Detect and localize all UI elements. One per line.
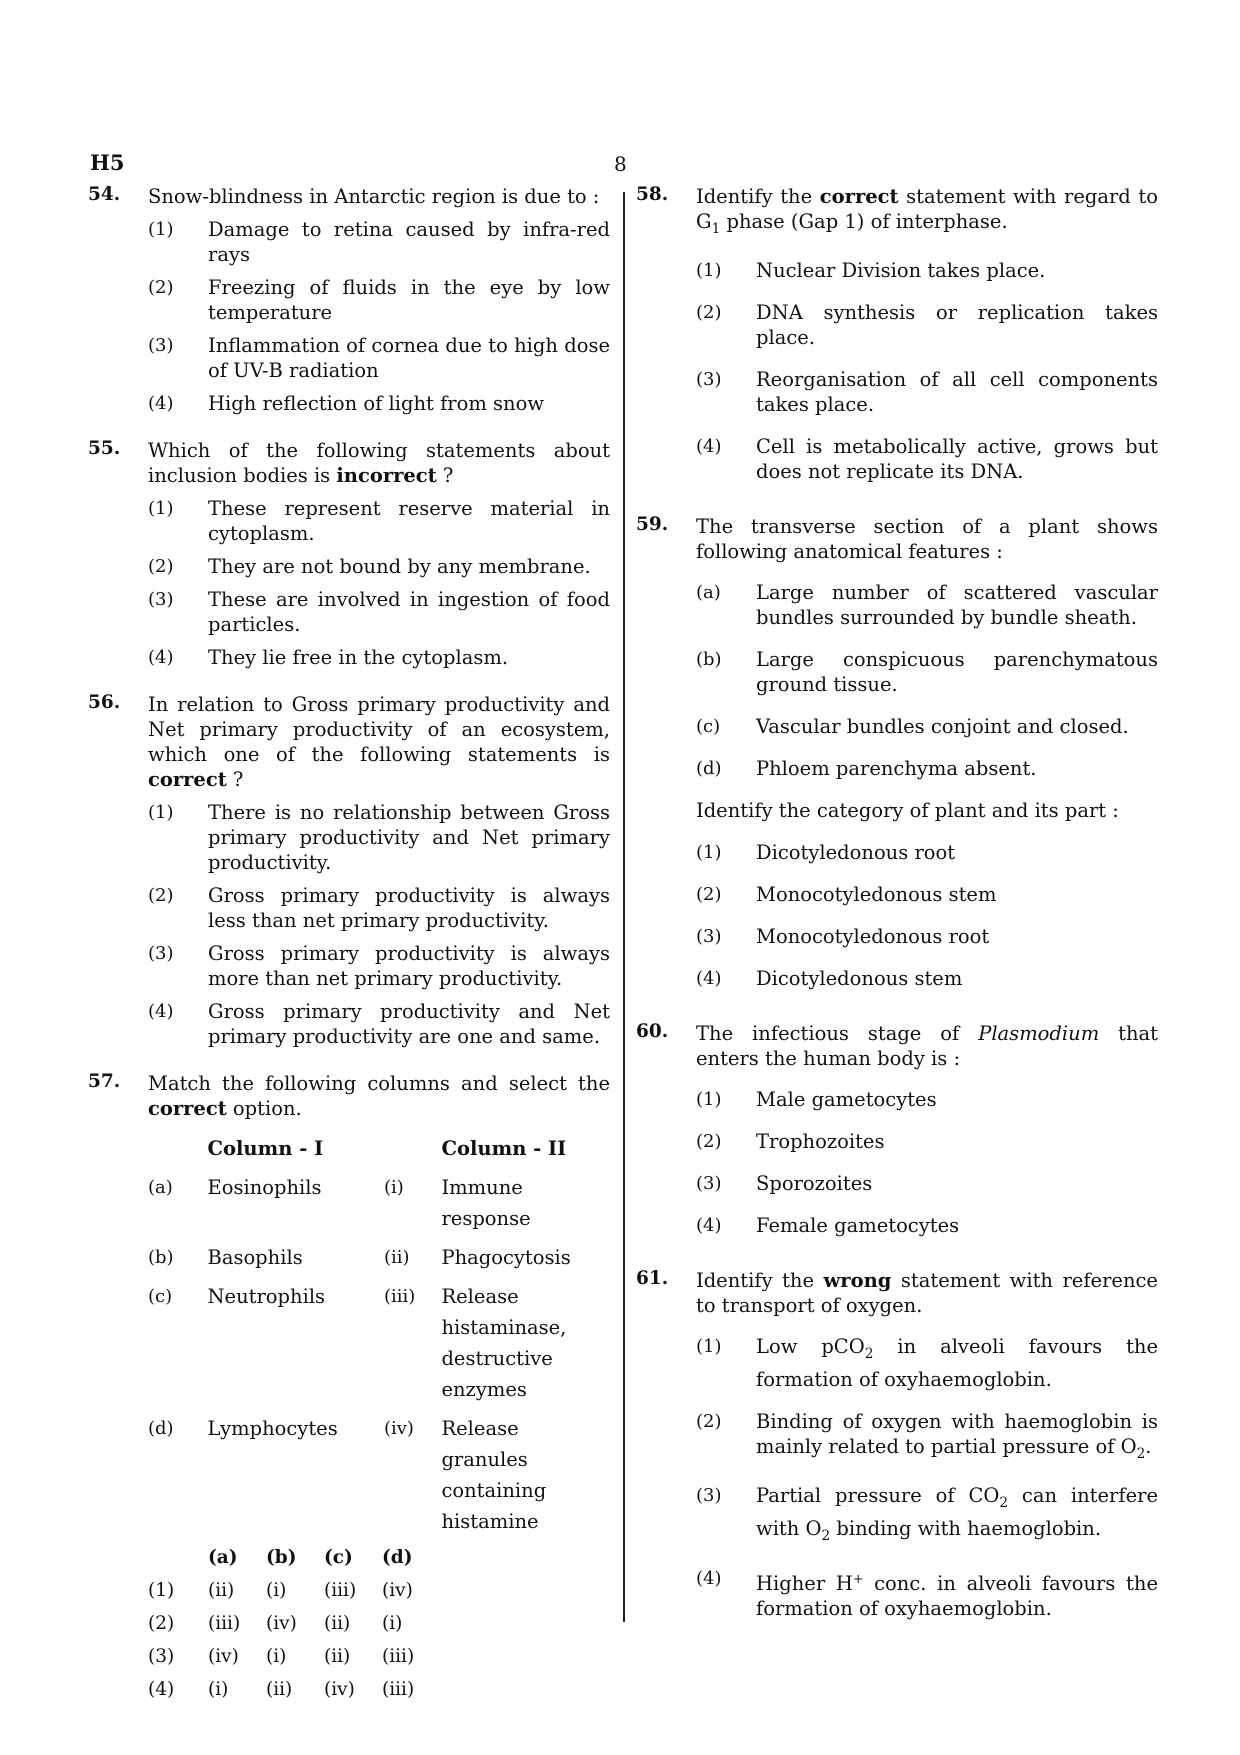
match-row [148, 1242, 610, 1273]
option-label: (3) [696, 1485, 722, 1507]
answer-option[interactable] [148, 1644, 610, 1669]
subscript: 1 [711, 220, 721, 237]
feature-label: (b) [696, 648, 722, 670]
option-text: These are involved in ingestion of food particles. [208, 588, 610, 636]
column-i-header: Column - I [207, 1137, 324, 1160]
option[interactable] [696, 1129, 1158, 1154]
question-number: 58. [636, 184, 669, 205]
option-text: They lie free in the cytoplasm. [208, 646, 509, 669]
column-i-item: Eosinophils [207, 1176, 322, 1199]
option-text: Inflammation of cornea due to high dose of UV-B radiation [208, 334, 610, 382]
answer-cell: (iv) [266, 1613, 297, 1634]
row-label: (d) [148, 1418, 174, 1439]
question-61 [636, 1268, 1158, 1621]
column-ii-item: Phagocytosis [441, 1246, 571, 1269]
option-label: (1) [696, 259, 722, 281]
option-text: Nuclear Division takes place. [756, 258, 1046, 282]
row-label: (iii) [383, 1286, 416, 1307]
option-label: (1) [148, 219, 174, 240]
text-part: can interfere with O [756, 1484, 1158, 1541]
option[interactable] [148, 645, 610, 670]
text-part: Which of the following statements about inclusion bodies is [148, 439, 610, 487]
answer-cell: (i) [266, 1580, 287, 1601]
answer-cell: (i) [266, 1646, 287, 1667]
option-list [636, 1087, 1158, 1238]
option-text: Monocotyledonous root [756, 924, 990, 948]
option-label: (2) [148, 1613, 175, 1634]
option-text: Damage to retina caused by infra-red rays [208, 218, 610, 266]
answer-cell: (ii) [324, 1646, 351, 1667]
option-label: (3) [148, 943, 174, 964]
header-cell: (c) [324, 1547, 353, 1568]
answer-option[interactable] [148, 1677, 610, 1702]
option[interactable] [696, 1087, 1158, 1112]
row-label: (i) [383, 1177, 404, 1198]
row-label: (a) [148, 1177, 173, 1198]
text-part: Higher H [756, 1571, 853, 1595]
option-label: (1) [696, 1335, 722, 1357]
option-list [636, 1334, 1158, 1621]
feature-label: (d) [696, 757, 722, 779]
question-56 [88, 692, 610, 1049]
option-label: (1) [696, 841, 722, 863]
text-part: Match the following columns and select the [148, 1072, 610, 1095]
question-number: 56. [88, 692, 121, 713]
question-number: 61. [636, 1267, 669, 1289]
match-row [148, 1413, 610, 1537]
feature-label: (c) [696, 715, 721, 737]
option-label: (2) [696, 883, 722, 905]
option[interactable] [148, 800, 610, 875]
question-text [696, 1268, 1158, 1318]
option[interactable] [696, 1334, 1158, 1392]
option-label: (2) [148, 885, 174, 906]
column-ii-item: Release granules containing histamine [441, 1417, 547, 1533]
column-ii-header: Column - II [441, 1137, 567, 1160]
question-number: 60. [636, 1020, 669, 1042]
option-label: (4) [148, 647, 174, 668]
option[interactable] [148, 217, 610, 267]
question-text [696, 1021, 1158, 1071]
column-ii-item: Release histaminase, destructive enzymes [441, 1285, 567, 1401]
emphasis-text: correct [148, 768, 227, 791]
option-text: Gross primary productivity is always less than net primary productivity. [208, 884, 610, 932]
page-number: 8 [614, 152, 627, 176]
feature-text: Phloem parenchyma absent. [756, 756, 1037, 780]
match-table-header [148, 1133, 610, 1164]
option-text: Dicotyledonous stem [756, 966, 963, 990]
question-text [148, 692, 610, 792]
option-label: (3) [696, 368, 722, 390]
option[interactable] [696, 1213, 1158, 1238]
option[interactable] [696, 300, 1158, 350]
question-57 [88, 1071, 610, 1702]
column-i-item: Neutrophils [207, 1285, 326, 1308]
text-part: in alveoli favours the formation of oxyhaemoglobin. [756, 1334, 1158, 1391]
option-text: Male gametocytes [756, 1087, 937, 1111]
option-text: Sporozoites [756, 1171, 873, 1195]
option-text [756, 1334, 1158, 1392]
text-part: ? [436, 464, 454, 487]
feature-list [636, 580, 1158, 781]
option[interactable] [148, 587, 610, 637]
option-label: (4) [696, 1567, 722, 1589]
option-text: There is no relationship between Gross primary productivity and Net primary productivity. [208, 801, 610, 874]
question-55 [88, 438, 610, 670]
option-text: Gross primary productivity is always more than net primary productivity. [208, 942, 610, 990]
option[interactable] [696, 434, 1158, 484]
option-label: (1) [148, 498, 174, 519]
left-column [88, 184, 610, 1724]
emphasis-text: wrong [823, 1268, 892, 1292]
row-label: (b) [148, 1247, 174, 1268]
answer-cell: (iii) [382, 1646, 415, 1667]
row-label: (iv) [383, 1418, 414, 1439]
text-part: Partial pressure of CO [756, 1484, 1000, 1508]
option[interactable] [148, 883, 610, 933]
answer-option[interactable] [148, 1611, 610, 1636]
option[interactable] [696, 367, 1158, 417]
answer-cell: (i) [208, 1679, 229, 1700]
option-label: (3) [696, 925, 722, 947]
option-text: These represent reserve material in cytoplasm. [208, 497, 610, 545]
question-text [148, 1071, 610, 1121]
question-60 [636, 1021, 1158, 1238]
header-cell: (a) [208, 1547, 238, 1568]
feature-item [696, 580, 1158, 630]
option-label: (1) [148, 1580, 175, 1601]
option[interactable] [148, 275, 610, 325]
feature-item [696, 647, 1158, 697]
emphasis-text: correct [148, 1097, 227, 1120]
option[interactable] [148, 554, 610, 579]
option[interactable] [696, 1409, 1158, 1467]
option-label: (2) [148, 277, 174, 298]
text-part: Binding of oxygen with haemoglobin is mainly related to partial pressure of O [756, 1409, 1158, 1458]
question-number: 59. [636, 513, 669, 535]
question-text: The transverse section of a plant shows following anatomical features : [696, 514, 1158, 563]
option-text [756, 1566, 1158, 1621]
option-text: Trophozoites [756, 1129, 885, 1153]
answer-cell: (iv) [324, 1679, 355, 1700]
question-text [148, 438, 610, 488]
option-label: (4) [696, 1214, 722, 1236]
option-label: (4) [148, 1001, 174, 1022]
option[interactable] [696, 1483, 1158, 1549]
option-list [636, 258, 1158, 484]
option-text [756, 1409, 1158, 1467]
text-part: Identify the [696, 185, 820, 208]
column-divider [623, 192, 625, 1622]
answer-key-header [148, 1545, 610, 1570]
option-list [636, 840, 1158, 991]
option[interactable] [696, 966, 1158, 991]
option[interactable] [696, 882, 1158, 907]
option-text: Dicotyledonous root [756, 840, 956, 864]
feature-text: Large number of scattered vascular bundles surrounded by bundle sheath. [756, 580, 1158, 629]
option[interactable] [148, 496, 610, 546]
option-label: (1) [696, 1088, 722, 1110]
option-label: (1) [148, 802, 174, 823]
option-list [88, 217, 610, 416]
option-label: (3) [696, 1172, 722, 1194]
option-text: Reorganisation of all cell components takes place. [756, 367, 1158, 416]
subscript: 2 [999, 1495, 1009, 1512]
superscript: + [852, 1570, 864, 1586]
subscript: 2 [1136, 1445, 1146, 1462]
text-part: binding with haemoglobin. [830, 1517, 1102, 1541]
option-text: Female gametocytes [756, 1213, 960, 1237]
text-part: conc. in alveoli favours the formation of oxyhaemoglobin. [756, 1571, 1158, 1620]
answer-cell: (iii) [382, 1679, 415, 1700]
feature-item [696, 756, 1158, 781]
option-text: Freezing of fluids in the eye by low temperature [208, 276, 610, 324]
column-i-item: Lymphocytes [207, 1417, 338, 1440]
text-part: statement with reference to transport of oxygen. [696, 1268, 1158, 1317]
option-label: (3) [148, 335, 174, 356]
text-part: In relation to Gross primary productivity and Net primary productivity of an ecosystem, which one of the following statements is [148, 693, 610, 766]
option[interactable] [148, 391, 610, 416]
option-label: (3) [148, 1646, 175, 1667]
option[interactable] [696, 1171, 1158, 1196]
text-part: phase (Gap 1) of interphase. [720, 210, 1008, 233]
text-part: that enters the human body is : [696, 1021, 1159, 1070]
option-text: DNA synthesis or replication takes place. [756, 300, 1158, 349]
question-number: 55. [88, 438, 121, 459]
answer-cell: (i) [382, 1613, 403, 1634]
option-label: (4) [696, 967, 722, 989]
text-part: ? [226, 768, 244, 791]
option-text: Cell is metabolically active, grows but does not replicate its DNA. [756, 434, 1158, 483]
match-row [148, 1172, 610, 1234]
option[interactable] [696, 840, 1158, 865]
text-part: Identify the [696, 1268, 824, 1292]
option-label: (2) [696, 1410, 722, 1432]
answer-cell: (iii) [208, 1613, 241, 1634]
answer-key-table [148, 1545, 610, 1702]
question-58 [636, 184, 1158, 484]
option-label: (2) [148, 556, 174, 577]
booklet-code: H5 [90, 150, 125, 175]
option-text: Gross primary productivity and Net primary productivity are one and same. [208, 1000, 610, 1048]
option-text: Monocotyledonous stem [756, 882, 997, 906]
option[interactable] [696, 924, 1158, 949]
text-part: option. [226, 1097, 302, 1120]
right-column [636, 184, 1158, 1651]
header-cell: (d) [382, 1547, 413, 1568]
answer-cell: (ii) [266, 1679, 293, 1700]
answer-cell: (iv) [208, 1646, 239, 1667]
question-number: 57. [88, 1071, 121, 1092]
text-part: . [1145, 1434, 1152, 1458]
answer-cell: (ii) [208, 1580, 235, 1601]
option-label: (4) [696, 435, 722, 457]
question-text [696, 184, 1158, 242]
option[interactable] [148, 941, 610, 991]
column-i-item: Basophils [207, 1246, 303, 1269]
option[interactable] [148, 999, 610, 1049]
option-list [88, 800, 610, 1049]
option-label: (3) [148, 589, 174, 610]
option[interactable] [696, 258, 1158, 283]
option-label: (4) [148, 1679, 175, 1700]
match-table [148, 1133, 610, 1537]
italic-text: Plasmodium [978, 1021, 1100, 1045]
text-part: Low pCO [756, 1334, 865, 1358]
row-label: (c) [148, 1286, 173, 1307]
answer-option[interactable] [148, 1578, 610, 1603]
question-text: Snow-blindness in Antarctic region is due to : [148, 185, 600, 208]
option-label: (2) [696, 1130, 722, 1152]
option-text: They are not bound by any membrane. [208, 555, 591, 578]
subscript: 2 [821, 1527, 831, 1544]
answer-cell: (ii) [324, 1613, 351, 1634]
question-prompt: Identify the category of plant and its part : [696, 798, 1119, 822]
feature-label: (a) [696, 581, 721, 603]
feature-text: Large conspicuous parenchymatous ground tissue. [756, 647, 1158, 696]
match-row [148, 1281, 610, 1405]
text-part: The infectious stage of [696, 1021, 979, 1045]
option[interactable] [148, 333, 610, 383]
question-59 [636, 514, 1158, 991]
feature-item [696, 714, 1158, 739]
option-text [756, 1483, 1158, 1549]
question-number: 54. [88, 184, 121, 205]
option-text: High reflection of light from snow [208, 392, 545, 415]
option-list [88, 496, 610, 670]
feature-text: Vascular bundles conjoint and closed. [756, 714, 1129, 738]
option-label: (4) [148, 393, 174, 414]
question-54 [88, 184, 610, 416]
answer-cell: (iv) [382, 1580, 413, 1601]
emphasis-text: incorrect [336, 464, 437, 487]
row-label: (ii) [383, 1247, 410, 1268]
option[interactable] [696, 1566, 1158, 1621]
header-cell: (b) [266, 1547, 297, 1568]
answer-cell: (iii) [324, 1580, 357, 1601]
text-part: statement with regard to G [696, 185, 1158, 233]
subscript: 2 [864, 1345, 874, 1362]
column-ii-item: Immune response [441, 1176, 531, 1230]
emphasis-text: correct [819, 185, 899, 208]
option-label: (2) [696, 301, 722, 323]
